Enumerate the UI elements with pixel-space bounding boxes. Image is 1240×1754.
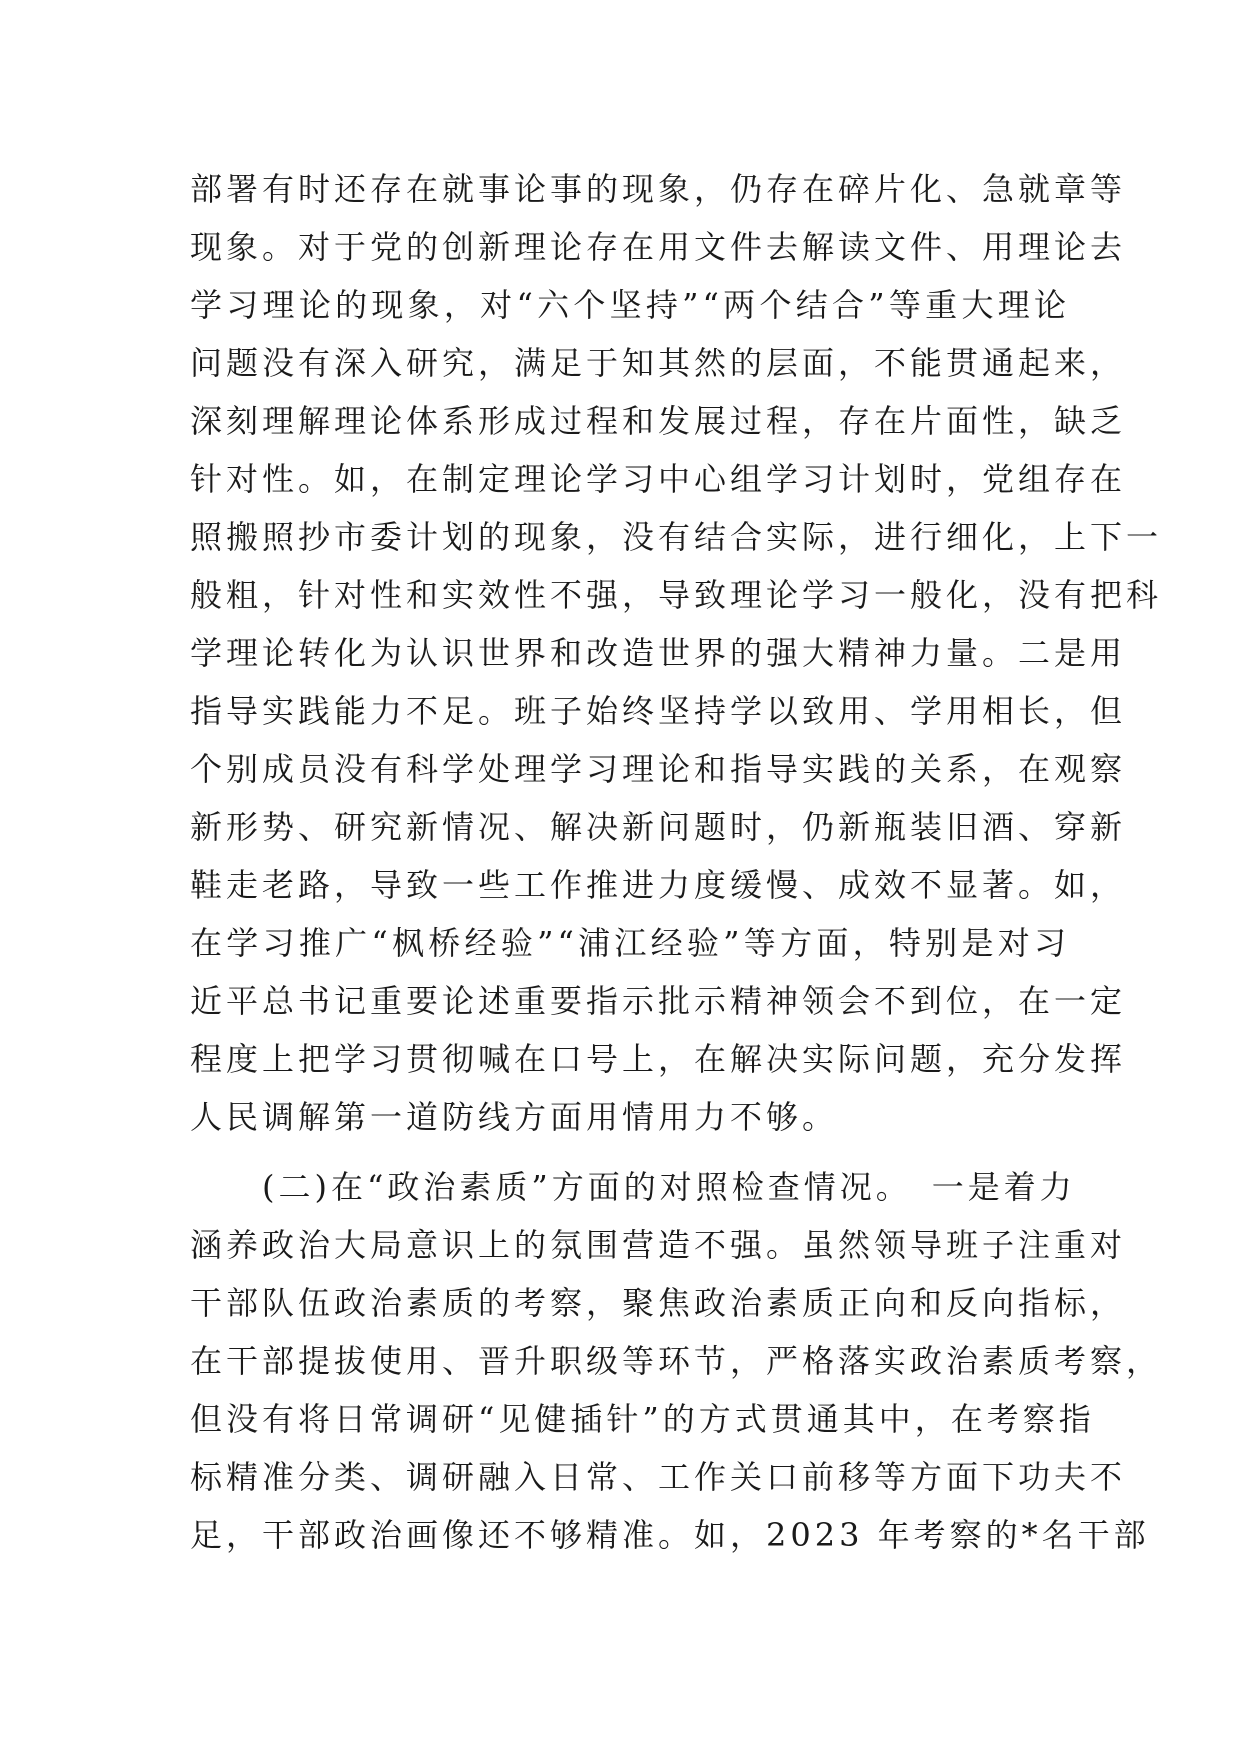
text-line: 照搬照抄市委计划的现象，没有结合实际，进行细化，上下一 [190, 518, 1163, 556]
text-line: 但没有将日常调研“见健插针”的方式贯通其中，在考察指 [190, 1400, 1095, 1438]
text-line: 问题没有深入研究，满足于知其然的层面，不能贯通起来， [190, 344, 1127, 382]
paragraph-theory-study [190, 160, 1163, 1146]
text-line: 深刻理解理论体系形成过程和发展过程，存在片面性，缺乏 [190, 402, 1127, 440]
text-line: 涵养政治大局意识上的氛围营造不强。虽然领导班子注重对 [190, 1226, 1127, 1264]
text-line: 学习理论的现象，对“六个坚持”“两个结合”等重大理论 [190, 286, 1070, 324]
text-line: 鞋走老路，导致一些工作推进力度缓慢、成效不显著。如， [190, 866, 1127, 904]
text-line: 现象。对于党的创新理论存在用文件去解读文件、用理论去 [190, 228, 1127, 266]
text-line: 在干部提拔使用、晋升职级等环节，严格落实政治素质考察， [190, 1342, 1163, 1380]
text-line: 学理论转化为认识世界和改造世界的强大精神力量。二是用 [190, 634, 1127, 672]
text-line: 针对性。如，在制定理论学习中心组学习计划时，党组存在 [190, 460, 1127, 498]
text-line: 个别成员没有科学处理学习理论和指导实践的关系，在观察 [190, 750, 1127, 788]
text-line: 在学习推广“枫桥经验”“浦江经验”等方面，特别是对习 [190, 924, 1070, 962]
text-line: 标精准分类、调研融入日常、工作关口前移等方面下功夫不 [190, 1458, 1127, 1496]
text-line: 干部队伍政治素质的考察，聚焦政治素质正向和反向指标， [190, 1284, 1127, 1322]
text-line: 近平总书记重要论述重要指示批示精神领会不到位，在一定 [190, 982, 1127, 1020]
text-line: 部署有时还存在就事论事的现象，仍存在碎片化、急就章等 [190, 170, 1127, 208]
document-body [190, 160, 1163, 1564]
text-line: 程度上把学习贯彻喊在口号上，在解决实际问题，充分发挥 [190, 1040, 1127, 1078]
text-line: 人民调解第一道防线方面用情用力不够。 [190, 1098, 839, 1136]
text-line: 般粗，针对性和实效性不强，导致理论学习一般化，没有把科 [190, 576, 1163, 614]
paragraph-political-quality [190, 1158, 1163, 1564]
text-line: 新形势、研究新情况、解决新问题时，仍新瓶装旧酒、穿新 [190, 808, 1127, 846]
text-line: 指导实践能力不足。班子始终坚持学以致用、学用相长，但 [190, 692, 1127, 730]
text-line: 足，干部政治画像还不够精准。如，2023 年考察的*名干部 [190, 1516, 1150, 1554]
section-heading-line: (二)在“政治素质”方面的对照检查情况。 一是着力 [262, 1168, 1076, 1206]
